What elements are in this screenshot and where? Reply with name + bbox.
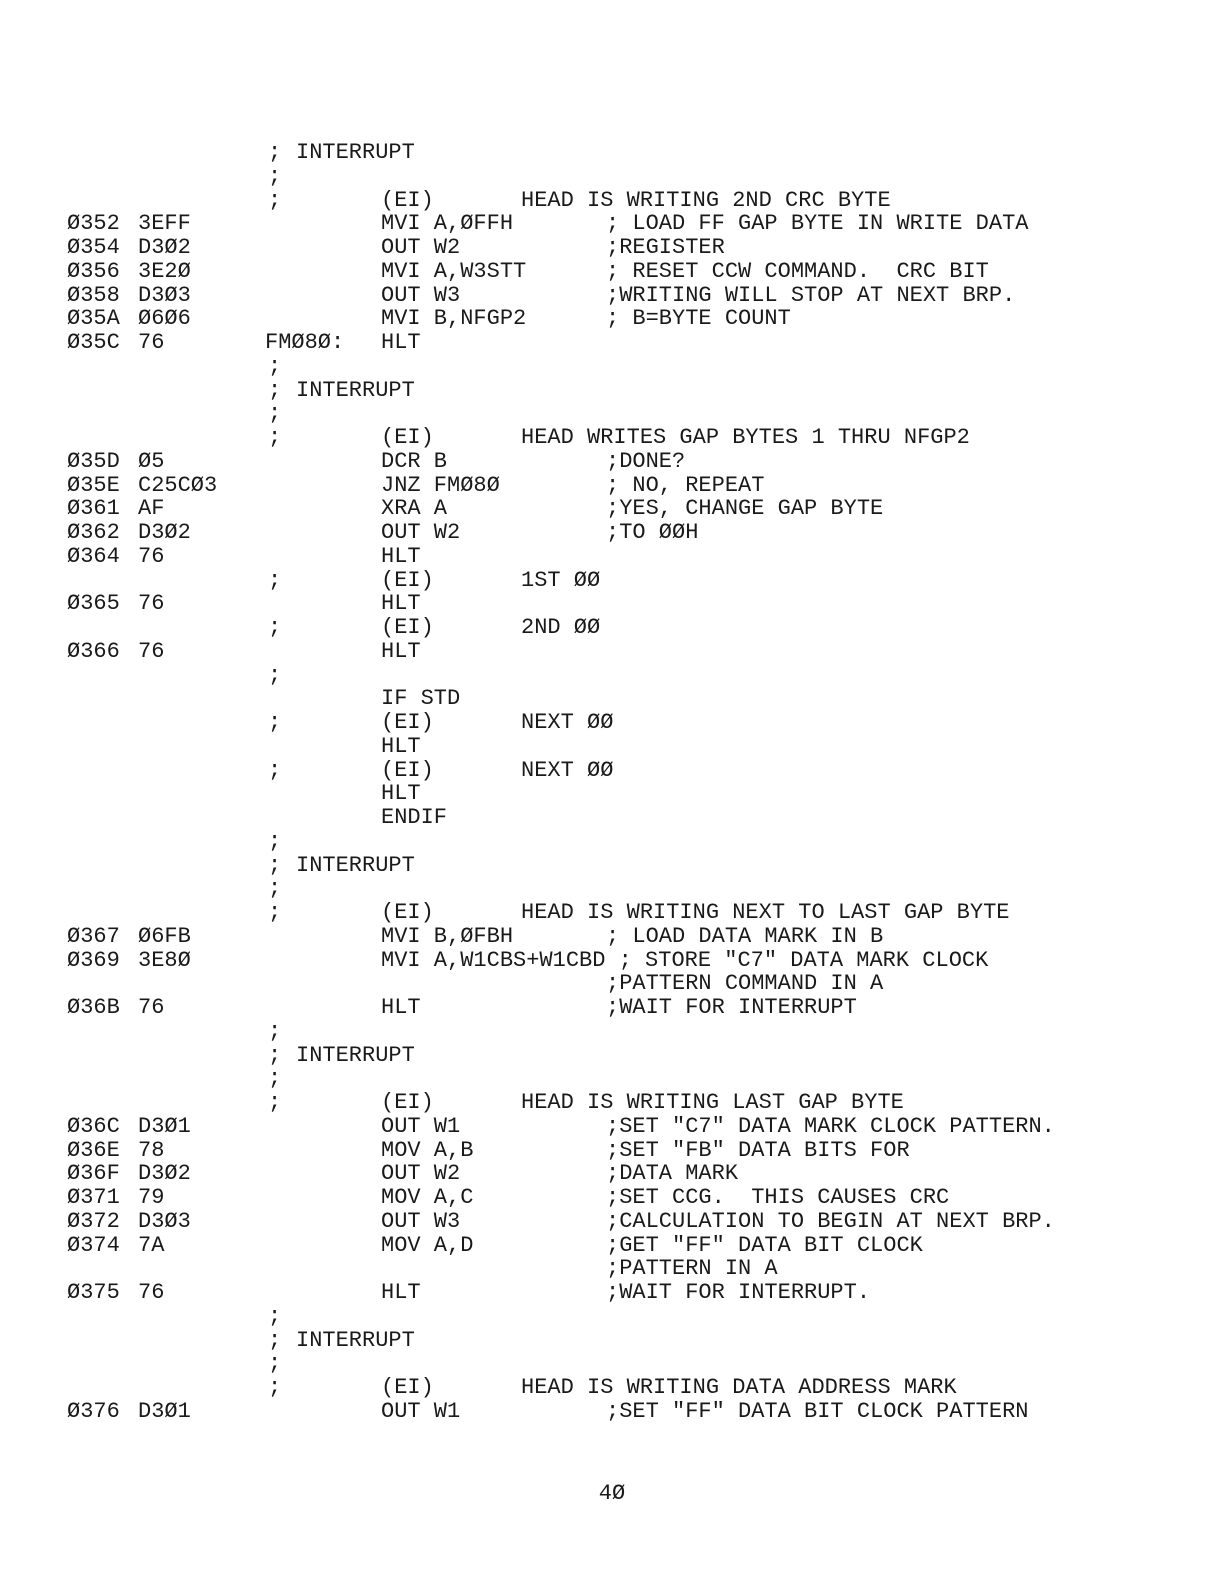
machine-code: Ø6FB [138,923,191,949]
address: Ø356 [67,258,120,284]
section-heading: INTERRUPT [296,377,415,403]
comment: ;CALCULATION TO BEGIN AT NEXT BRP. [606,1208,1055,1234]
listing-line [0,212,1224,236]
instruction: (EI) [381,1090,434,1115]
instruction: OUT W2 [381,520,461,545]
listing-line [0,426,1224,450]
instruction: (EI) [381,425,434,450]
listing-line [0,569,1224,593]
comment: ;PATTERN COMMAND IN A [606,971,884,997]
listing-line [0,355,1224,379]
address: Ø372 [67,1208,120,1234]
listing-line [0,236,1224,260]
address: Ø375 [67,1280,120,1305]
instruction: ENDIF [381,805,448,830]
page-number: 4Ø [598,1481,626,1506]
instruction: (EI) [381,710,434,735]
machine-code: 3EFF [138,211,191,237]
machine-code: 78 [138,1137,165,1163]
section-heading: INTERRUPT [296,140,415,165]
instruction: IF STD [381,686,461,712]
address: Ø36B [67,995,120,1020]
comment-marker: ; [268,353,282,379]
listing-line [0,1376,1224,1400]
note: HEAD IS WRITING LAST GAP BYTE [521,1090,904,1115]
listing-line [0,379,1224,403]
note: HEAD IS WRITING DATA ADDRESS MARK [521,1375,957,1400]
comment-marker: ; [268,1327,282,1353]
comment-marker: ; [268,567,282,593]
comment: ;DATA MARK [606,1161,739,1187]
listing-line [0,474,1224,498]
listing-line [0,189,1224,213]
address: Ø362 [67,520,120,545]
listing-line [0,640,1224,664]
machine-code: 76 [138,591,165,617]
listing-line [0,1352,1224,1376]
listing-line [0,1115,1224,1139]
comment: ;SET "FF" DATA BIT CLOCK PATTERN [606,1398,1029,1424]
comment-marker: ; [268,757,282,783]
comment: ; NO, REPEAT [606,472,765,498]
note: 2ND ØØ [521,615,601,640]
listing-line [0,854,1224,878]
listing-line [0,497,1224,521]
comment-marker: ; [268,1042,282,1068]
instruction: MVI A,W1CBS+W1CBD ; STORE "C7" DATA MARK CLOCK [381,947,989,973]
comment-marker: ; [268,1066,282,1092]
listing-line [0,1329,1224,1353]
machine-code: D3Ø1 [138,1113,191,1139]
comment-marker: ; [268,828,282,854]
listing-line [0,1400,1224,1424]
address: Ø35A [67,306,120,332]
comment-marker: ; [268,900,282,925]
machine-code: 76 [138,543,165,569]
listing-line [0,1020,1224,1044]
instruction: DCR B [381,448,448,474]
address: Ø371 [67,1185,120,1210]
instruction: HLT [381,330,421,355]
listing-line [0,284,1224,308]
listing-line [0,616,1224,640]
comment-marker: ; [268,163,282,189]
machine-code: D3Ø1 [138,1398,191,1424]
listing-line [0,806,1224,830]
address: Ø364 [67,543,120,569]
instruction: HLT [381,638,421,664]
machine-code: 79 [138,1185,165,1210]
machine-code: 76 [138,638,165,664]
address: Ø366 [67,638,120,664]
listing-line [0,1281,1224,1305]
instruction: HLT [381,995,421,1020]
comment-marker: ; [268,876,282,902]
comment: ;WRITING WILL STOP AT NEXT BRP. [606,282,1016,308]
comment: ; LOAD FF GAP BYTE IN WRITE DATA [606,211,1029,237]
listing-line [0,687,1224,711]
instruction: OUT W2 [381,235,461,260]
comment-marker: ; [268,615,282,640]
listing-line [0,1257,1224,1281]
machine-code: D3Ø3 [138,1208,191,1234]
listing-line [0,307,1224,331]
note: 1ST ØØ [521,567,601,593]
comment: ;GET "FF" DATA BIT CLOCK [606,1232,923,1258]
comment-marker: ; [268,662,282,688]
instruction: MOV A,B [381,1137,474,1163]
note: HEAD WRITES GAP BYTES 1 THRU NFGP2 [521,425,970,450]
comment: ;WAIT FOR INTERRUPT [606,995,857,1020]
comment-marker: ; [268,1303,282,1329]
machine-code: 3E2Ø [138,258,191,284]
instruction: (EI) [381,1375,434,1400]
instruction: HLT [381,1280,421,1305]
instruction: MVI B,ØFBH [381,923,514,949]
comment: ;SET CCG. THIS CAUSES CRC [606,1185,950,1210]
address: Ø367 [67,923,120,949]
listing-line [0,592,1224,616]
instruction: OUT W3 [381,1208,461,1234]
address: Ø35E [67,472,120,498]
listing-line [0,521,1224,545]
listing-line [0,735,1224,759]
note: HEAD IS WRITING NEXT TO LAST GAP BYTE [521,900,1010,925]
comment-marker: ; [268,140,282,165]
listing-line [0,996,1224,1020]
machine-code: 76 [138,330,165,355]
note: NEXT ØØ [521,757,614,783]
listing-line [0,664,1224,688]
machine-code: 76 [138,995,165,1020]
address: Ø361 [67,496,120,522]
listing-line [0,901,1224,925]
instruction: JNZ FMØ8Ø [381,472,500,498]
instruction: MVI A,ØFFH [381,211,514,237]
comment-marker: ; [268,710,282,735]
instruction: OUT W3 [381,282,461,308]
listing-line [0,450,1224,474]
listing-line [0,1186,1224,1210]
comment: ;SET "C7" DATA MARK CLOCK PATTERN. [606,1113,1055,1139]
comment: ; B=BYTE COUNT [606,306,791,332]
listing-line [0,877,1224,901]
machine-code: Ø5 [138,448,165,474]
instruction: MVI B,NFGP2 [381,306,527,332]
address: Ø352 [67,211,120,237]
instruction: (EI) [381,757,434,783]
instruction: MOV A,C [381,1185,474,1210]
listing-line [0,925,1224,949]
instruction: OUT W1 [381,1113,461,1139]
instruction: HLT [381,733,421,759]
label: FMØ8Ø: [265,330,345,355]
listing-line [0,545,1224,569]
listing-line [0,141,1224,165]
listing-line [0,402,1224,426]
comment: ; RESET CCW COMMAND. CRC BIT [606,258,989,284]
comment: ;REGISTER [606,235,725,260]
comment-marker: ; [268,187,282,213]
comment: ;SET "FB" DATA BITS FOR [606,1137,910,1163]
comment: ;PATTERN IN A [606,1256,778,1282]
listing-line [0,759,1224,783]
comment: ;DONE? [606,448,686,474]
comment-marker: ; [268,1018,282,1044]
instruction: (EI) [381,900,434,925]
address: Ø376 [67,1398,120,1424]
address: Ø35C [67,330,120,355]
machine-code: C25CØ3 [138,472,218,498]
address: Ø365 [67,591,120,617]
instruction: MOV A,D [381,1232,474,1258]
comment-marker: ; [268,1351,282,1377]
listing-line [0,1044,1224,1068]
comment-marker: ; [268,1090,282,1115]
comment-marker: ; [268,852,282,878]
machine-code: 7A [138,1232,165,1258]
instruction: HLT [381,543,421,569]
instruction: OUT W1 [381,1398,461,1424]
instruction: (EI) [381,187,434,213]
address: Ø374 [67,1232,120,1258]
address: Ø358 [67,282,120,308]
listing-line [0,260,1224,284]
instruction: HLT [381,591,421,617]
machine-code: D3Ø3 [138,282,191,308]
address: Ø354 [67,235,120,260]
section-heading: INTERRUPT [296,1327,415,1353]
comment-marker: ; [268,401,282,427]
machine-code: 76 [138,1280,165,1305]
listing-line [0,972,1224,996]
listing-line [0,830,1224,854]
listing-line [0,1210,1224,1234]
listing-line [0,711,1224,735]
machine-code: D3Ø2 [138,235,191,260]
note: HEAD IS WRITING 2ND CRC BYTE [521,187,891,213]
address: Ø369 [67,947,120,973]
instruction: OUT W2 [381,1161,461,1187]
comment: ;TO ØØH [606,520,699,545]
instruction: (EI) [381,615,434,640]
note: NEXT ØØ [521,710,614,735]
comment: ;YES, CHANGE GAP BYTE [606,496,884,522]
address: Ø35D [67,448,120,474]
address: Ø36E [67,1137,120,1163]
machine-code: 3E8Ø [138,947,191,973]
instruction: (EI) [381,567,434,593]
machine-code: D3Ø2 [138,1161,191,1187]
address: Ø36F [67,1161,120,1187]
comment-marker: ; [268,377,282,403]
listing-line [0,1067,1224,1091]
machine-code: AF [138,496,165,522]
listing-line [0,782,1224,806]
listing-line [0,165,1224,189]
section-heading: INTERRUPT [296,1042,415,1068]
machine-code: D3Ø2 [138,520,191,545]
instruction: HLT [381,781,421,807]
section-heading: INTERRUPT [296,852,415,878]
listing-line [0,949,1224,973]
listing-line [0,1139,1224,1163]
assembly-listing [0,141,1224,1424]
listing-line [0,1162,1224,1186]
listing-line [0,1305,1224,1329]
instruction: MVI A,W3STT [381,258,527,284]
listing-line [0,1234,1224,1258]
comment-marker: ; [268,425,282,450]
machine-code: Ø6Ø6 [138,306,191,332]
comment: ;WAIT FOR INTERRUPT. [606,1280,871,1305]
listing-line [0,331,1224,355]
comment: ; LOAD DATA MARK IN B [606,923,884,949]
comment-marker: ; [268,1375,282,1400]
address: Ø36C [67,1113,120,1139]
listing-line [0,1091,1224,1115]
instruction: XRA A [381,496,448,522]
